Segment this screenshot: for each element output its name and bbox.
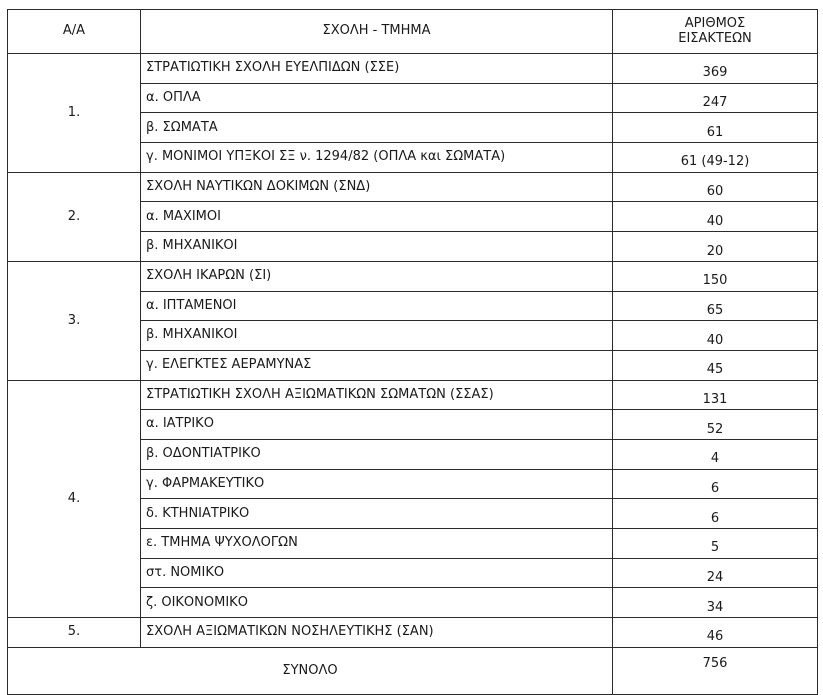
admissions-count: 20: [613, 232, 818, 262]
department-name: β. ΣΩΜΑΤΑ: [141, 113, 613, 143]
admissions-count: 6: [613, 469, 818, 499]
table-row: [8, 618, 818, 648]
admissions-table: [7, 9, 818, 695]
school-name: ΣΧΟΛΗ ΑΞΙΩΜΑΤΙΚΩΝ ΝΟΣΗΛΕΥΤΙΚΗΣ (ΣΑΝ): [141, 618, 613, 648]
admissions-count: 40: [613, 321, 818, 351]
department-name: ζ. ΟΙΚΟΝΟΜΙΚΟ: [141, 588, 613, 618]
department-name: γ. ΦΑΡΜΑΚΕΥΤΙΚΟ: [141, 469, 613, 499]
admissions-count: 369: [613, 54, 818, 84]
department-name: β. ΟΔΟΝΤΙΑΤΡΙΚΟ: [141, 439, 613, 469]
admissions-count: 24: [613, 558, 818, 588]
header-school: ΣΧΟΛΗ - ΤΜΗΜΑ: [141, 10, 613, 54]
group-number: 4.: [8, 380, 141, 618]
school-name: ΣΧΟΛΗ ΙΚΑΡΩΝ (ΣΙ): [141, 261, 613, 291]
admissions-count: 40: [613, 202, 818, 232]
table-row: [8, 380, 818, 410]
header-count-line1: ΑΡΙΘΜΟΣ: [684, 16, 746, 32]
admissions-count: 247: [613, 83, 818, 113]
admissions-count: 52: [613, 410, 818, 440]
admissions-count: 46: [613, 618, 818, 648]
department-name: α. ΟΠΛΑ: [141, 83, 613, 113]
department-name: δ. ΚΤΗΝΙΑΤΡΙΚΟ: [141, 499, 613, 529]
department-name: α. ΙΑΤΡΙΚΟ: [141, 410, 613, 440]
admissions-count: 131: [613, 380, 818, 410]
group-number: 3.: [8, 261, 141, 380]
total-count: 756: [613, 647, 818, 694]
admissions-count: 61: [613, 113, 818, 143]
admissions-count: 4: [613, 439, 818, 469]
school-name: ΣΧΟΛΗ ΝΑΥΤΙΚΩΝ ΔΟΚΙΜΩΝ (ΣΝΔ): [141, 172, 613, 202]
department-name: ε. ΤΜΗΜΑ ΨΥΧΟΛΟΓΩΝ: [141, 529, 613, 559]
total-row: [8, 647, 818, 694]
admissions-count: 45: [613, 350, 818, 380]
header-count-line2: ΕΙΣΑΚΤΕΩΝ: [678, 30, 752, 46]
table-row: [8, 261, 818, 291]
group-number: 2.: [8, 172, 141, 261]
table-row: [8, 54, 818, 84]
department-name: α. ΙΠΤΑΜΕΝΟΙ: [141, 291, 613, 321]
admissions-count: 6: [613, 499, 818, 529]
admissions-count: 5: [613, 529, 818, 559]
admissions-table-wrapper: [7, 9, 818, 695]
department-name: β. ΜΗΧΑΝΙΚΟΙ: [141, 232, 613, 262]
table-row: [8, 172, 818, 202]
department-name: γ. ΕΛΕΓΚΤΕΣ ΑΕΡΑΜΥΝΑΣ: [141, 350, 613, 380]
group-number: 1.: [8, 54, 141, 173]
school-name: ΣΤΡΑΤΙΩΤΙΚΗ ΣΧΟΛΗ ΑΞΙΩΜΑΤΙΚΩΝ ΣΩΜΑΤΩΝ (ΣΣΑΣ): [141, 380, 613, 410]
department-name: α. ΜΑΧΙΜΟΙ: [141, 202, 613, 232]
admissions-count: 61 (49-12): [613, 143, 818, 173]
admissions-count: 65: [613, 291, 818, 321]
school-name: ΣΤΡΑΤΙΩΤΙΚΗ ΣΧΟΛΗ ΕΥΕΛΠΙΔΩΝ (ΣΣΕ): [141, 54, 613, 84]
total-label: ΣΥΝΟΛΟ: [8, 647, 613, 694]
table-header-row: [8, 10, 818, 54]
department-name: γ. ΜΟΝΙΜΟΙ ΥΠΞΚΟΙ ΣΞ ν. 1294/82 (ΟΠΛΑ και ΣΩΜΑΤΑ): [141, 143, 613, 173]
department-name: στ. ΝΟΜΙΚΟ: [141, 558, 613, 588]
department-name: β. ΜΗΧΑΝΙΚΟΙ: [141, 321, 613, 351]
header-aa: Α/Α: [8, 10, 141, 54]
admissions-count: 150: [613, 261, 818, 291]
group-number: 5.: [8, 618, 141, 648]
admissions-count: 60: [613, 172, 818, 202]
header-count: [613, 10, 818, 54]
table-body: [8, 54, 818, 648]
admissions-count: 34: [613, 588, 818, 618]
